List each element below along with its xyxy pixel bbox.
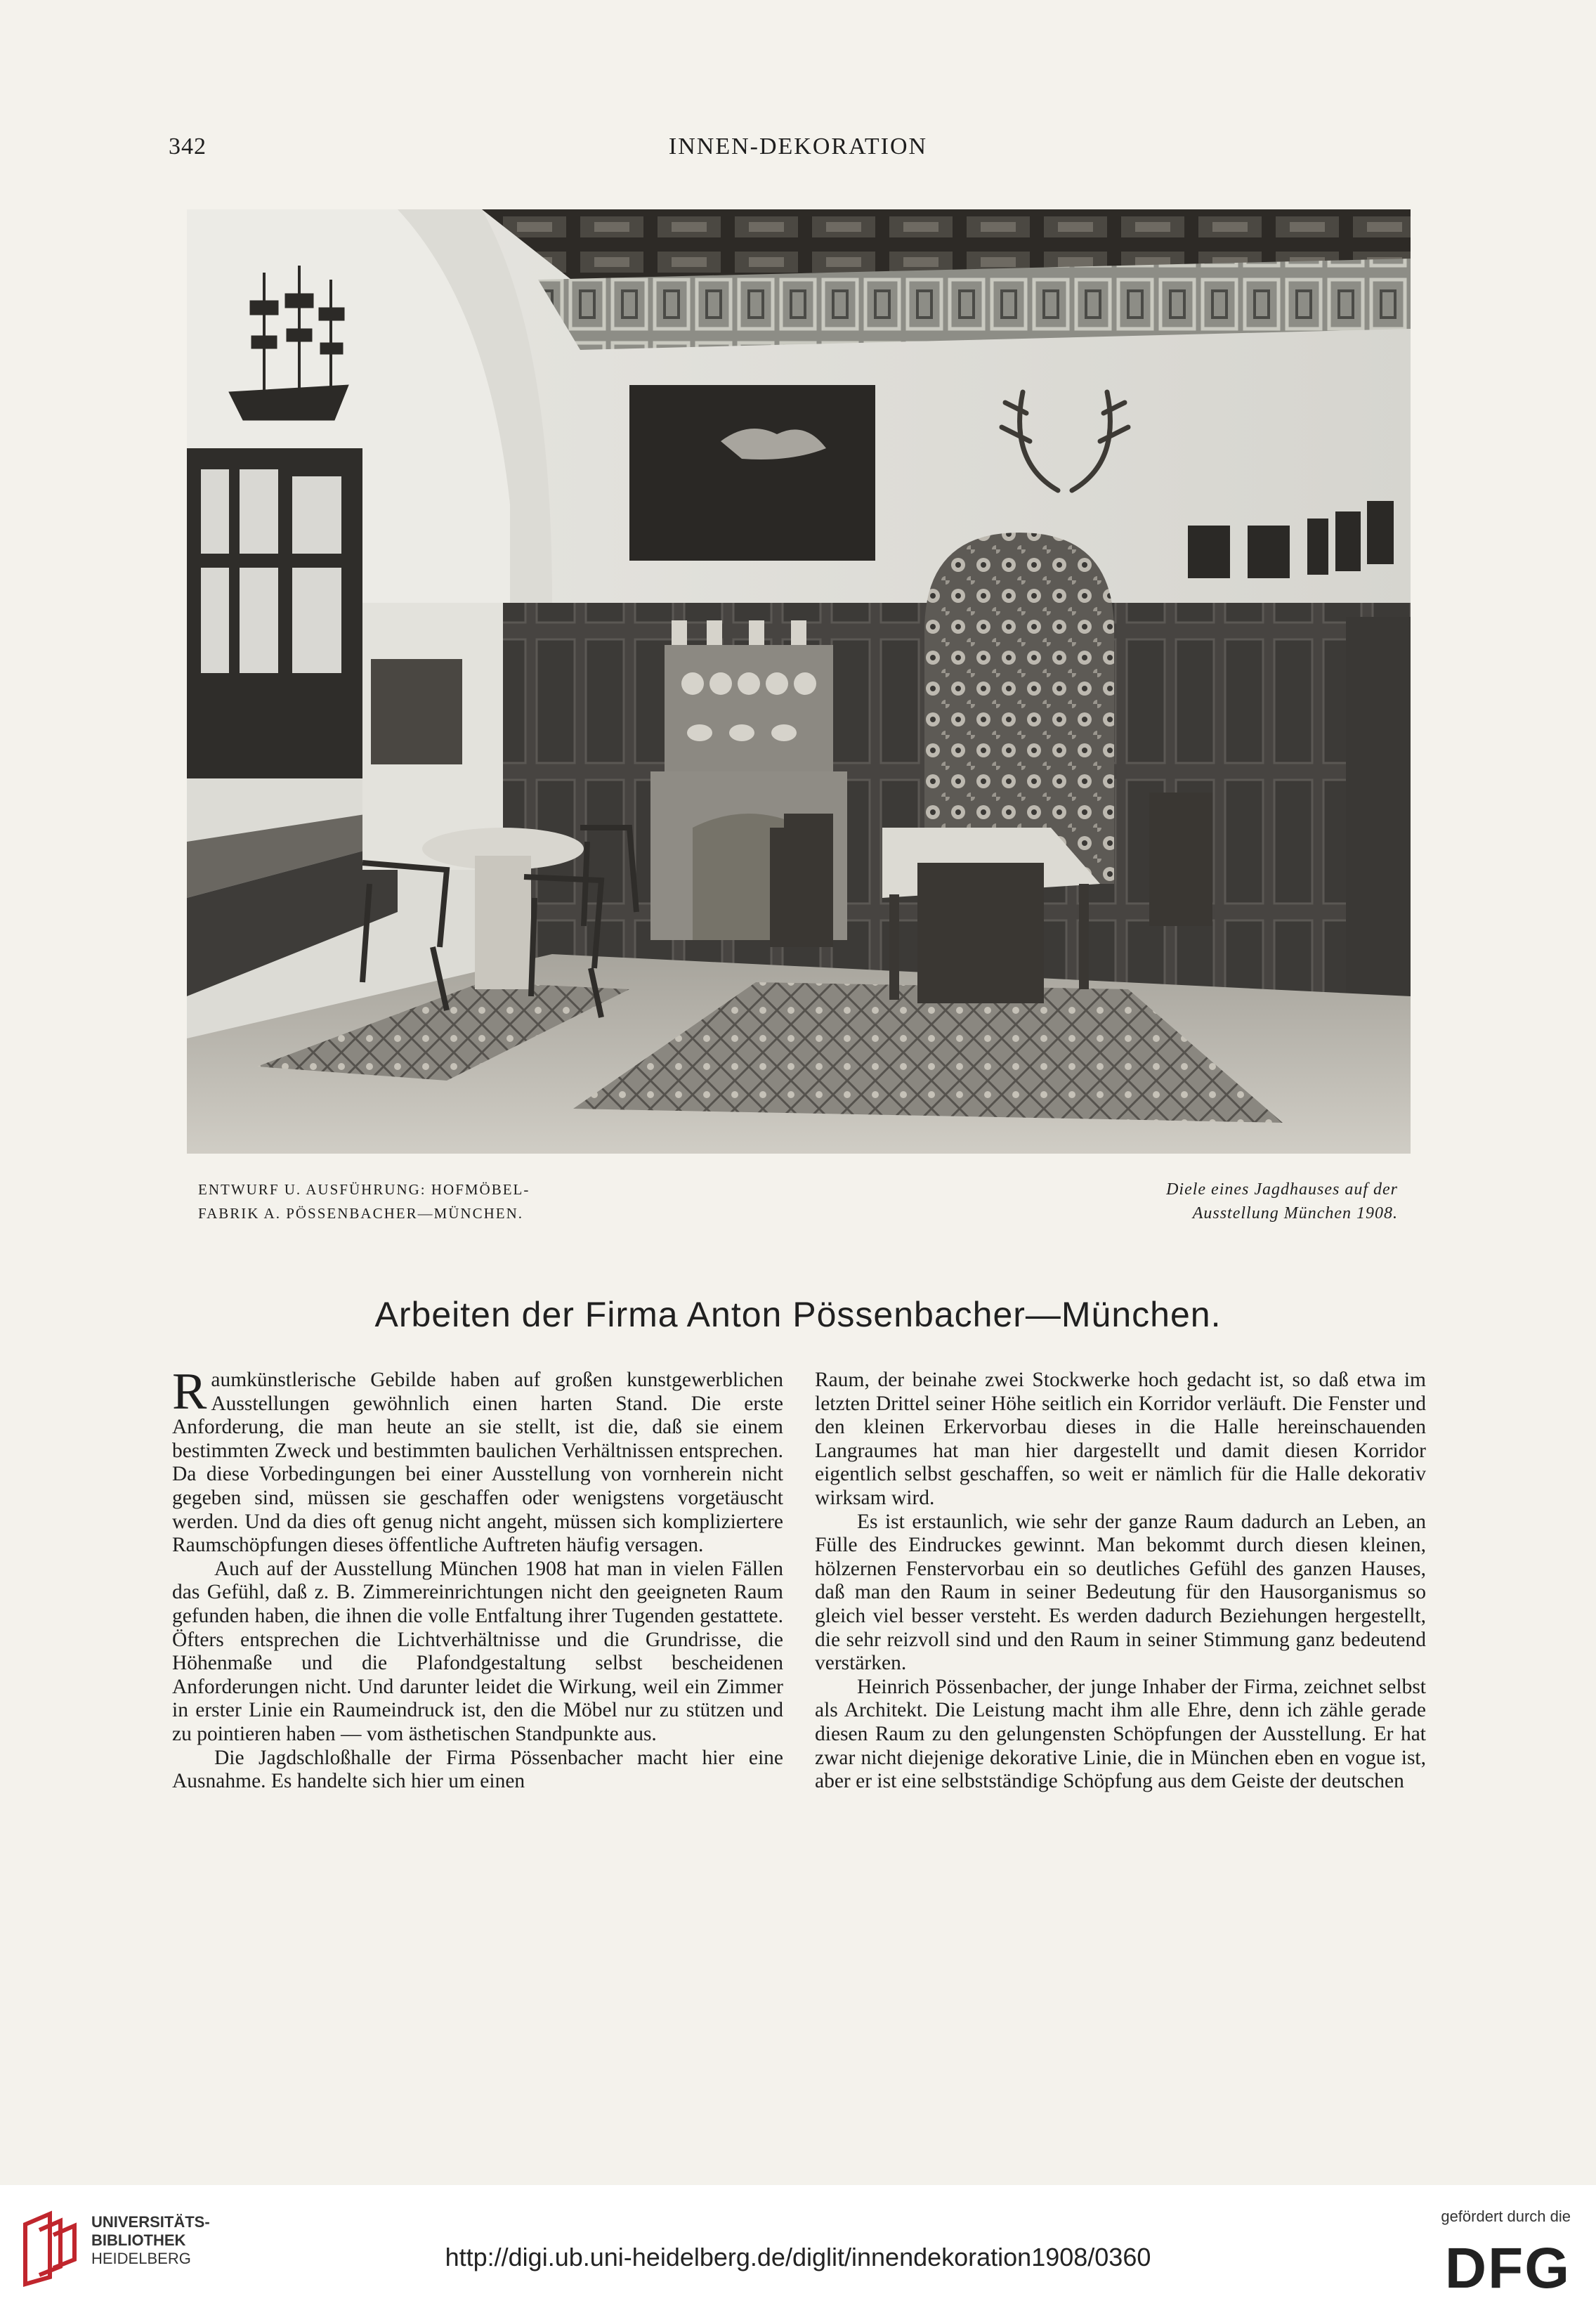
- paragraph: Die Jagdschloßhalle der Firma Pössenbacher macht hier eine Ausnahme. Es handelte sich hier um einen: [172, 1746, 783, 1793]
- dfg-logo: DFG: [1444, 2236, 1571, 2300]
- paragraph: [172, 1363, 783, 1558]
- article-column-left: [172, 1363, 783, 1794]
- digitization-footer: [0, 2185, 1596, 2308]
- figure-caption-line: Ausstellung München 1908.: [1192, 1204, 1398, 1223]
- paragraph: Heinrich Pössenbacher, der junge Inhaber der Firma, zeichnet selbst als Architekt. Die Leistung macht ihm alle Ehre, denn ich zähle gerade diesen Raum zu den gelungensten Schöpfungen der Ausstellung. Er hat zwar nicht diejenige dekorative Linie, die in München eben en vogue ist, aber er ist eine selbstständige Schöpfung aus dem Geiste der deutschen: [815, 1675, 1426, 1793]
- drop-cap: R: [172, 1363, 207, 1421]
- paragraph-text: aumkünstlerische Gebilde haben auf großen kunstgewerblichen Ausstellungen gewöhnlich einen harten Stand. Die erste Anforderung, die man heute an sie stellt, ist die, daß sie einem bestimmten Zweck und bestimmten baulichen Verhältnissen entsprechen. Da diese Vorbedingungen bei einer Ausstellung von vornherein nicht gegeben sind, müssen sie geschaffen oder wenigstens vorgetäuscht werden. Und da dies oft genug nicht angeht, müssen sich kompliziertere Raumschöpfungen dieses öffentliche Auftreten häufig versagen.: [172, 1369, 783, 1557]
- funding-note: gefördert durch die: [1441, 2208, 1571, 2225]
- article-column-right: [815, 1369, 1426, 1794]
- source-url-link[interactable]: http://digi.ub.uni-heidelberg.de/diglit/innendekoration1908/0360: [445, 2243, 1151, 2271]
- library-name-line: BIBLIOTHEK: [91, 2231, 186, 2249]
- paragraph: Raum, der beinahe zwei Stockwerke hoch gedacht ist, so daß etwa im letzten Drittel seiner Höhe seitlich ein Korridor verläuft. Die Fenster und den kleinen Erkervorbau dieses in die Halle hereinschauenden Langraumes hat man hier dargestellt und damit diesen Korridor eigentlich selbst geschaffen, so weit er nämlich für die Halle dekorativ wirksam wird.: [815, 1369, 1426, 1509]
- figure-credit: [198, 1178, 690, 1225]
- article-title: Arbeiten der Firma Anton Pössenbacher—München.: [374, 1295, 1222, 1334]
- library-name-line: UNIVERSITÄTS-: [91, 2213, 210, 2231]
- figure-credit-line: ENTWURF U. AUSFÜHRUNG: HOFMÖBEL-: [198, 1181, 530, 1198]
- page-number: 342: [169, 133, 207, 159]
- running-head: [0, 133, 1596, 169]
- running-title: INNEN-DEKORATION: [668, 133, 928, 159]
- interior-photograph: [187, 209, 1411, 1154]
- library-name-line: HEIDELBERG: [91, 2250, 191, 2267]
- paragraph: Auch auf der Ausstellung München 1908 hat man in vielen Fällen das Gefühl, daß z. B. Zimmereinrichtungen nicht den geeigneten Raum gefunden haben, die ihnen die volle Entfaltung ihrer Tugenden gestattete. Öfters entsprechen die Lichtverhältnisse und die Grundrisse, die Höhenmaße und die Plafondgestaltung selbst bescheidenen Anforderungen nicht. Und darunter leidet die Wirkung, weil ein Zimmer in erster Linie ein Raumeindruck ist, den die Möbel nur zu stützen und zu pointieren haben — vom ästhetischen Standpunkte aus.: [172, 1557, 783, 1745]
- paragraph: Es ist erstaunlich, wie sehr der ganze Raum dadurch an Leben, an Fülle des Eindruckes gewinnt. Man bekommt durch diesen kleinen, hölzernen Fenstervorbau ein so deutliches Gefühl des ganzen Hauses, daß man den Raum in seiner Bedeutung für den Hausorganismus so gleich viel besser versteht. Es werden dadurch Beziehungen hergestellt, die sehr reizvoll sind und den Raum in seiner Stimmung ganz bedeutend verstärken.: [815, 1510, 1426, 1675]
- figure-caption-line: Diele eines Jagdhauses auf der: [1166, 1180, 1398, 1199]
- figure-credit-line: FABRIK A. PÖSSENBACHER—MÜNCHEN.: [198, 1205, 524, 1222]
- figure-caption: [906, 1178, 1398, 1225]
